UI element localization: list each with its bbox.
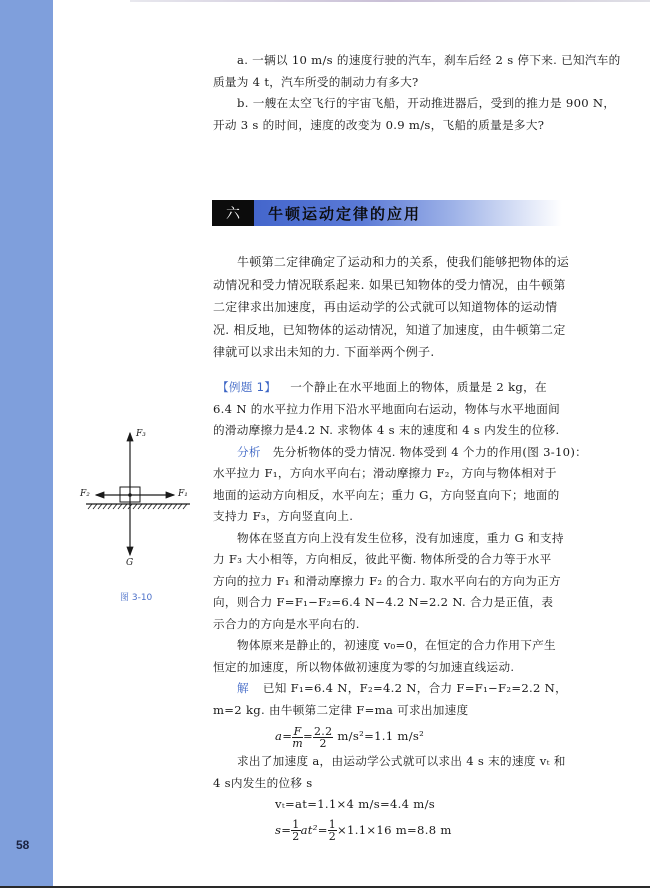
displacement-formula [213,816,613,844]
page-side-strip [0,0,53,886]
equals-sign: = [302,729,313,743]
example-1 [213,377,613,844]
analysis-text: 水平拉力 F₁，方向水平向右；滑动摩擦力 F₂，方向与物体相对于 [213,466,557,480]
after-accel-text: 求出了加速度 a，由运动学公式就可以求出 4 s 末的速度 vₜ 和 [237,754,566,768]
problem-text: 6.4 N 的水平拉力作用下沿水平地面向右运动，物体与水平地面间 [213,401,560,416]
intro-line: 律就可以求出未知的力. 下面举两个例子. [213,345,435,359]
section-number: 六 [212,200,254,226]
fraction-denominator: 2 [292,830,300,843]
balance-text: 示合力的方向是水平向右的. [213,616,360,631]
solution-line1 [213,678,613,700]
intro-paragraph [213,251,613,364]
intro-line: 动情况和受力情况联系起来. 如果已知物体的受力情况，由牛顿第 [213,277,566,292]
motion-text: 物体原来是静止的，初速度 v₀=0，在恒定的合力作用下产生 [237,638,556,652]
analysis-label: 分析 [237,444,261,459]
label-f1: F₁ [178,489,188,499]
fraction-denominator: m [292,736,303,750]
intro-line: 牛顿第二定律确定了运动和力的关系，使我们能够把物体的运 [237,255,570,269]
analysis-text: 地面的运动方向相反，水平向左；重力 G，方向竖直向下；地面的 [213,487,560,502]
formula-rhs: m/s²=1.1 m/s² [333,729,425,743]
exercise-b-line1: b. 一艘在太空飞行的宇宙飞船，开动推进器后，受到的推力是 900 N， [237,96,616,110]
acceleration-formula [213,721,613,751]
page-number: 58 [16,838,30,852]
label-g: G [126,558,134,568]
fraction-denominator: 2 [319,736,327,750]
velocity-formula: vₜ=at=1.1×4 m/s=4.4 m/s [275,797,436,811]
problem-text: 的滑动摩擦力是4.2 N. 求物体 4 s 末的速度和 4 s 内发生的位移. [213,423,560,437]
fraction-denominator: 2 [328,830,337,843]
fraction-numerator: 1 [328,818,337,831]
intro-line: 二定律求出加速度，再由运动学的公式就可以知道物体的运动情 [213,300,558,314]
exercise-a-line1: a. 一辆以 10 m/s 的速度行驶的汽车，刹车后经 2 s 停下来. 已知汽车的 [237,53,621,67]
formula-mid: at²= [300,822,328,837]
solution-text: m=2 kg. 由牛顿第二定律 F=ma 可求出加速度 [213,702,469,717]
exercise-a-line2: 质量为 4 t，汽车所受的制动力有多大? [213,74,419,89]
balance-text: 方向的拉力 F₁ 和滑动摩擦力 F₂ 的合力. 取水平向右的方向为正方 [213,573,561,588]
formula-rhs: ×1.1×16 m=8.8 m [337,822,452,837]
fraction [291,819,300,842]
label-f2: F₂ [80,489,90,499]
fraction [328,819,337,842]
formula-lhs: s= [275,822,292,837]
force-diagram-svg [78,425,198,585]
intro-line: 况. 相反地，已知物体的运动情况，知道了加速度，由牛顿第二定 [213,322,566,337]
analysis-line1 [213,442,613,464]
example-tag: 【例题 1】 [217,380,277,394]
formula-lhs: a= [275,729,293,743]
fraction-numerator: 2.2 [313,724,333,738]
solution-label: 解 [237,681,249,695]
problem-text: 一个静止在水平地面上的物体，质量是 2 kg，在 [290,380,547,394]
example-1-line1 [213,377,613,399]
fraction-numerator: 1 [292,818,300,831]
analysis-text: 先分析物体的受力情况. 物体受到 4 个力的作用(图 3-10)： [272,444,588,459]
exercise-list [213,50,621,136]
after-accel-text: 4 s内发生的位移 s [213,775,313,790]
fraction-numerator: F [293,724,302,738]
balance-text: 物体在竖直方向上没有发生位移，没有加速度，重力 G 和支持 [237,530,564,545]
solution-text: 已知 F₁=6.4 N，F₂=4.2 N，合力 F=F₁−F₂=2.2 N， [262,681,568,695]
motion-text: 恒定的加速度，所以物体做初速度为零的匀加速直线运动. [213,659,515,674]
balance-text: 向，则合力 F=F₁−F₂=6.4 N−4.2 N=2.2 N. 合力是正值，表 [213,595,554,609]
figure-caption: 图 3-10 [120,593,153,603]
section-title: 牛顿运动定律的应用 [254,200,562,226]
section-header [212,200,562,226]
fraction [313,726,333,749]
fraction [292,726,303,749]
label-f3: F₃ [136,429,146,439]
balance-text: 力 F₃ 大小相等，方向相反，彼此平衡. 物体所受的合力等于水平 [213,552,552,566]
force-diagram [78,425,198,605]
analysis-text: 支持力 F₃，方向竖直向上. [213,509,354,523]
exercise-b-line2: 开动 3 s 的时间，速度的改变为 0.9 m/s，飞船的质量是多大? [213,117,545,132]
page-top-edge [130,0,650,2]
